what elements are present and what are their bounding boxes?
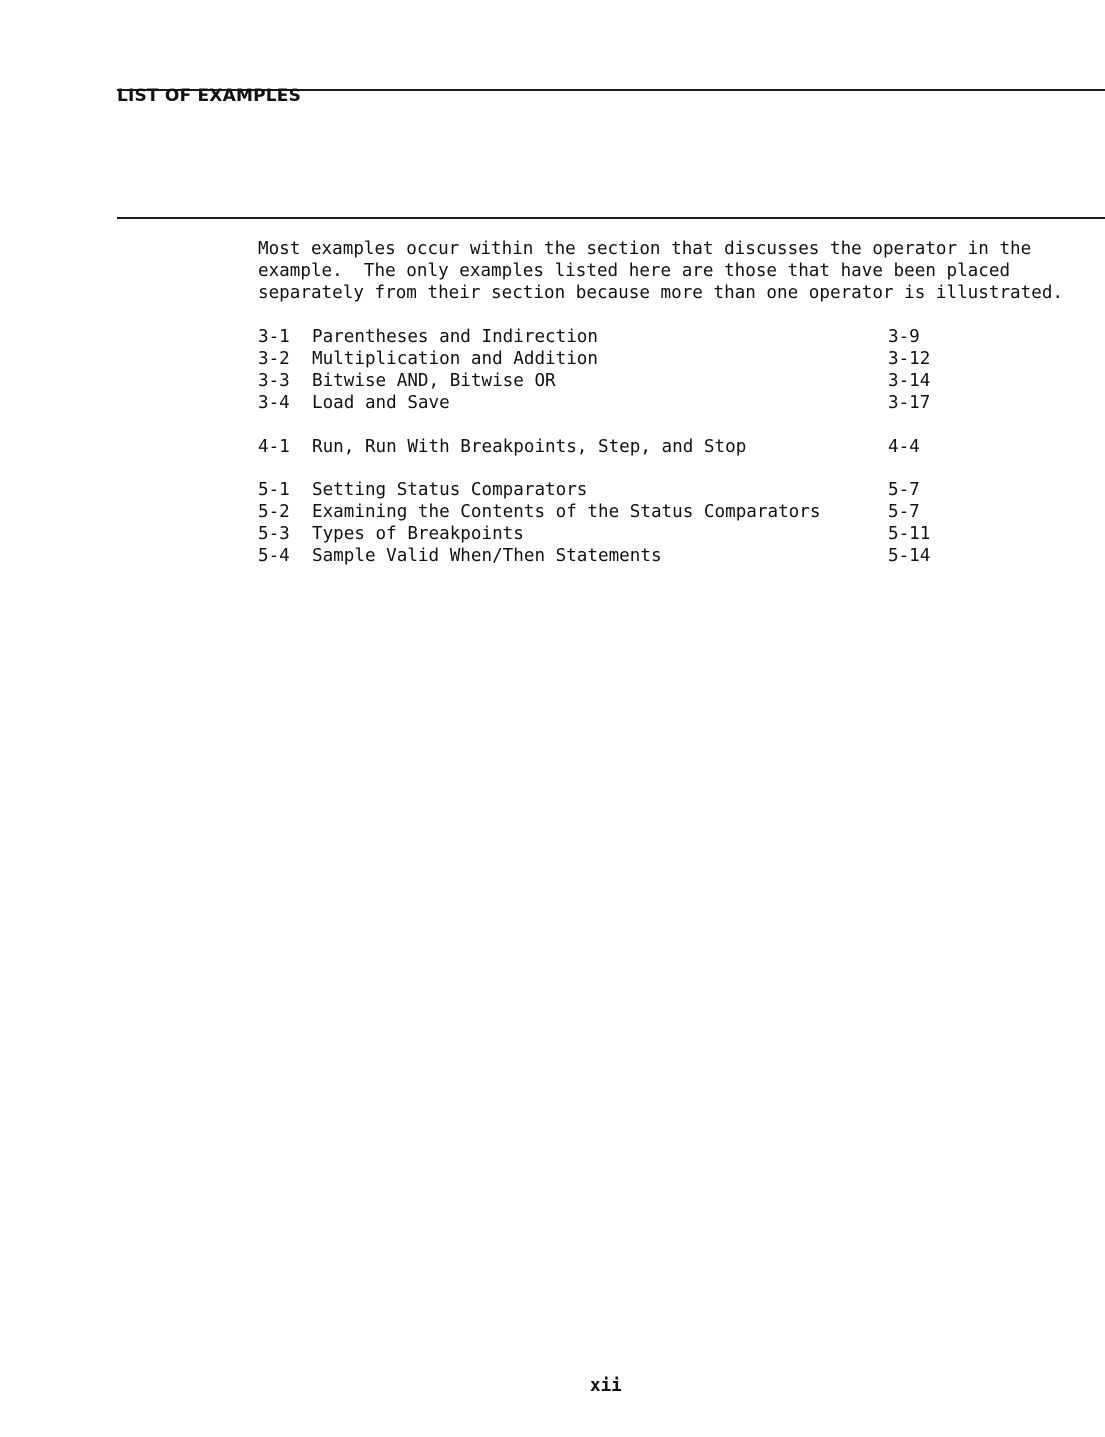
intro-paragraph bbox=[258, 238, 1098, 304]
intro-line: separately from their section because more than one operator is illustrated. bbox=[258, 283, 1064, 303]
example-page: 3-17 bbox=[888, 393, 931, 413]
example-title: Load and Save bbox=[312, 393, 450, 413]
example-title: Parentheses and Indirection bbox=[312, 327, 598, 347]
example-title: Examining the Contents of the Status Comparators bbox=[312, 502, 821, 522]
example-page: 3-9 bbox=[888, 327, 920, 347]
example-page: 5-7 bbox=[888, 502, 920, 522]
intro-line: example. The only examples listed here are those that have been placed bbox=[258, 261, 1011, 281]
example-number: 3-1 bbox=[258, 327, 290, 347]
example-page: 3-12 bbox=[888, 349, 931, 369]
example-page: 5-7 bbox=[888, 480, 920, 500]
example-entry bbox=[258, 501, 958, 523]
example-number: 4-1 bbox=[258, 437, 290, 457]
example-title: Types of Breakpoints bbox=[312, 524, 524, 544]
example-entry bbox=[258, 326, 958, 348]
example-number: 5-3 bbox=[258, 524, 290, 544]
example-title: Sample Valid When/Then Statements bbox=[312, 546, 662, 566]
example-entry bbox=[258, 370, 958, 392]
example-title: Run, Run With Breakpoints, Step, and Stop bbox=[312, 437, 747, 457]
example-entry bbox=[258, 545, 958, 567]
example-number: 3-3 bbox=[258, 371, 290, 391]
example-entry bbox=[258, 436, 958, 458]
example-number: 5-2 bbox=[258, 502, 290, 522]
example-title: Setting Status Comparators bbox=[312, 480, 588, 500]
example-title: Multiplication and Addition bbox=[312, 349, 598, 369]
example-number: 5-1 bbox=[258, 480, 290, 500]
example-page: 3-14 bbox=[888, 371, 931, 391]
page-number: xii bbox=[590, 1376, 622, 1396]
example-page: 5-14 bbox=[888, 546, 931, 566]
example-entry bbox=[258, 523, 958, 545]
example-entry bbox=[258, 479, 958, 501]
example-page: 4-4 bbox=[888, 437, 920, 457]
intro-line: Most examples occur within the section that discusses the operator in the bbox=[258, 239, 1032, 259]
example-title: Bitwise AND, Bitwise OR bbox=[312, 371, 556, 391]
example-number: 5-4 bbox=[258, 546, 290, 566]
example-number: 3-4 bbox=[258, 393, 290, 413]
example-number: 3-2 bbox=[258, 349, 290, 369]
page-heading: LIST OF EXAMPLES bbox=[117, 86, 302, 106]
section-rule bbox=[117, 217, 1105, 219]
example-page: 5-11 bbox=[888, 524, 931, 544]
example-entry bbox=[258, 348, 958, 370]
example-entry bbox=[258, 392, 958, 414]
